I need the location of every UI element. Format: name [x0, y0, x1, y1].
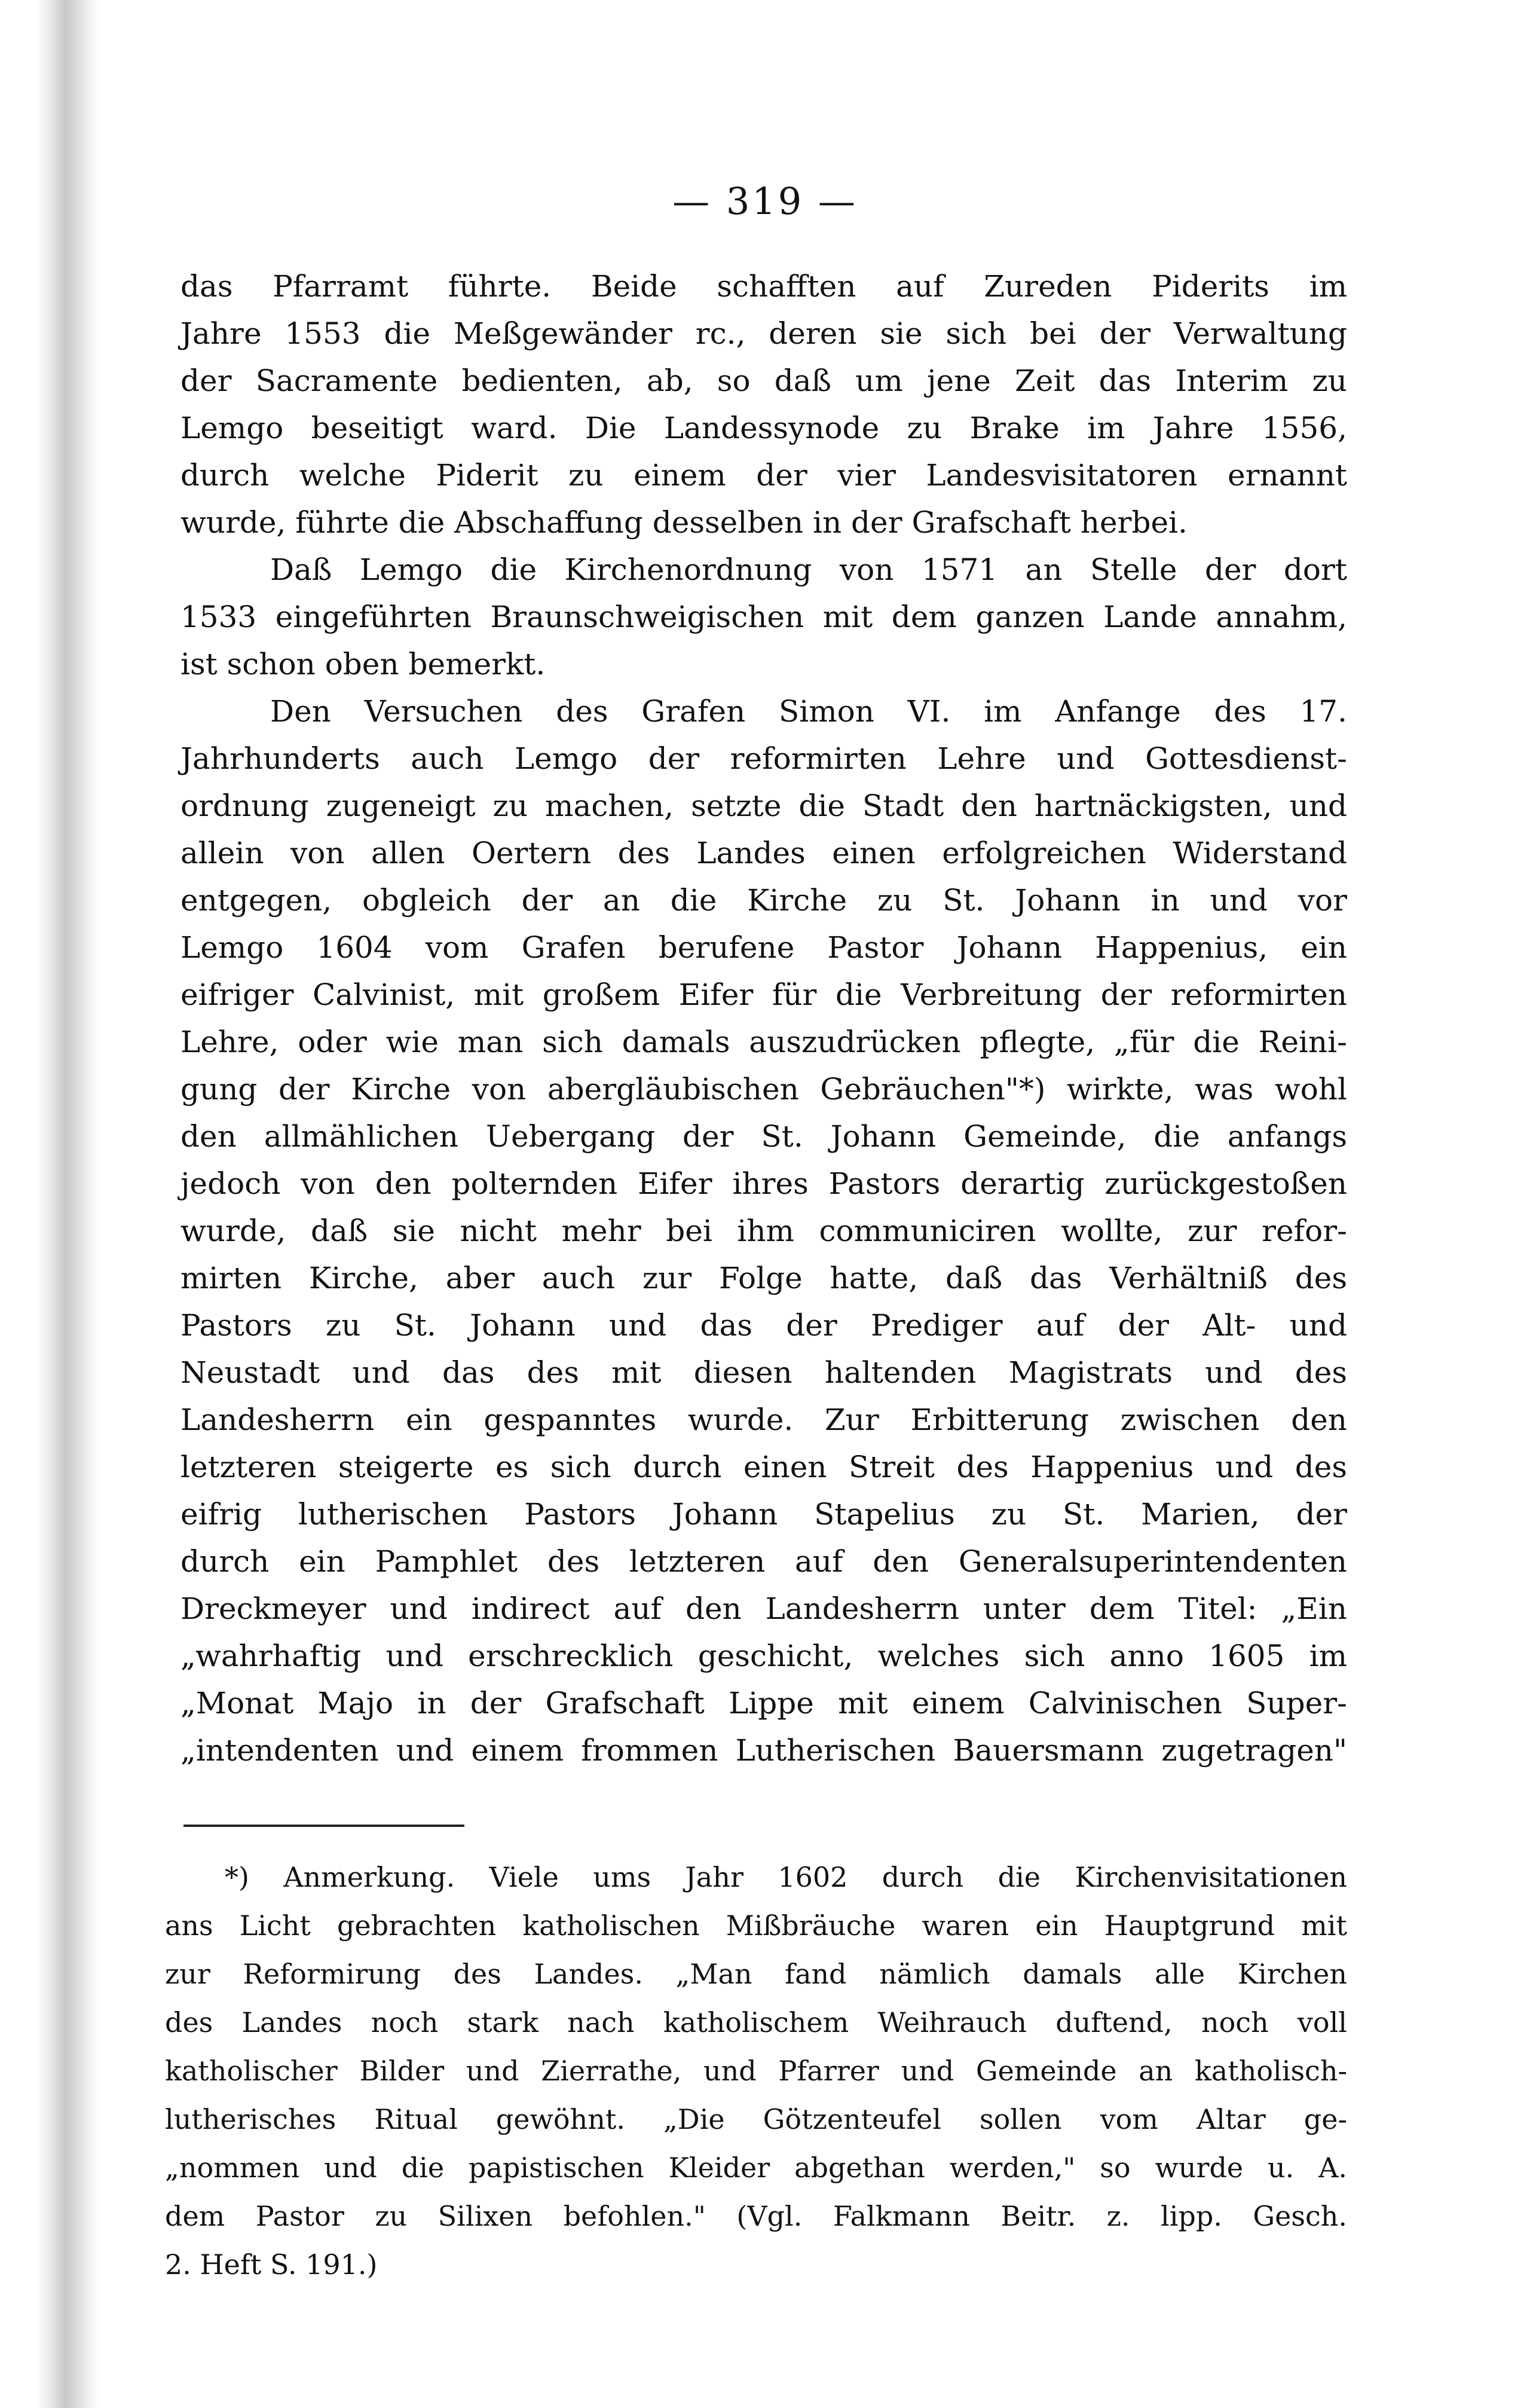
text-line: Dreckmeyer und indirect auf den Landesherrn unter dem Titel: „Ein — [180, 1591, 1347, 1626]
text-line: 1533 eingeführten Braunschweigischen mit dem ganzen Lande annahm, — [180, 600, 1347, 634]
footnote-line: „nommen und die papistischen Kleider abgethan werden," so wurde u. A. — [165, 2152, 1347, 2184]
footnote-line: katholischer Bilder und Zierrathe, und Pfarrer und Gemeinde an katholisch- — [165, 2055, 1347, 2087]
footnote-line: zur Reformirung des Landes. „Man fand nämlich damals alle Kirchen — [165, 1958, 1347, 1990]
body-text — [180, 263, 1347, 1774]
text-line: eifrig lutherischen Pastors Johann Stapelius zu St. Marien, der — [180, 1497, 1347, 1532]
text-line: „intendenten und einem frommen Lutherischen Bauersmann zugetragen" — [180, 1733, 1347, 1768]
text-line: ist schon oben bemerkt. — [180, 647, 546, 682]
text-line: Landesherrn ein gespanntes wurde. Zur Erbitterung zwischen den — [180, 1402, 1347, 1437]
text-line: eifriger Calvinist, mit großem Eifer für die Verbreitung der reformirten — [180, 977, 1347, 1012]
text-line: allein von allen Oertern des Landes einen erfolgreichen Widerstand — [180, 836, 1347, 870]
text-line: gung der Kirche von abergläubischen Gebräuchen"*) wirkte, was wohl — [180, 1072, 1347, 1107]
text-line: Neustadt und das des mit diesen haltenden Magistrats und des — [180, 1355, 1347, 1390]
text-line: den allmählichen Uebergang der St. Johann Gemeinde, die anfangs — [180, 1119, 1347, 1154]
text-line: letzteren steigerte es sich durch einen Streit des Happenius und des — [180, 1450, 1347, 1484]
text-line: Lemgo beseitigt ward. Die Landessynode zu Brake im Jahre 1556, — [180, 411, 1347, 445]
page-number: — 319 — — [672, 179, 858, 223]
footnote-line: dem Pastor zu Silixen befohlen." (Vgl. Falkmann Beitr. z. lipp. Gesch. — [165, 2200, 1347, 2232]
text-line: „wahrhaftig und erschrecklich geschicht, welches sich anno 1605 im — [180, 1639, 1347, 1673]
text-line: Den Versuchen des Grafen Simon VI. im Anfange des 17. — [270, 694, 1347, 729]
footnote-line: lutherisches Ritual gewöhnt. „Die Götzenteufel sollen vom Altar ge- — [165, 2103, 1347, 2135]
binding-shadow — [36, 0, 102, 2408]
text-line: mirten Kirche, aber auch zur Folge hatte, daß das Verhältniß des — [180, 1261, 1347, 1295]
text-line: durch ein Pamphlet des letzteren auf den Generalsuperintendenten — [180, 1544, 1347, 1579]
footnote — [165, 1853, 1347, 2289]
footnote-line: *) Anmerkung. Viele ums Jahr 1602 durch die Kirchenvisitationen — [225, 1861, 1347, 1893]
text-line: „Monat Majo in der Grafschaft Lippe mit einem Calvinischen Super- — [180, 1686, 1347, 1721]
text-line: der Sacramente bedienten, ab, so daß um jene Zeit das Interim zu — [180, 363, 1347, 398]
footnote-line: ans Licht gebrachten katholischen Mißbräuche waren ein Hauptgrund mit — [165, 1909, 1347, 1942]
text-line: Lemgo 1604 vom Grafen berufene Pastor Johann Happenius, ein — [180, 930, 1347, 965]
text-line: Pastors zu St. Johann und das der Prediger auf der Alt- und — [180, 1308, 1347, 1343]
text-line: durch welche Piderit zu einem der vier Landesvisitatoren ernannt — [180, 458, 1347, 493]
text-line: wurde, führte die Abschaffung desselben in der Grafschaft herbei. — [180, 505, 1188, 540]
footnote-line: 2. Heft S. 191.) — [165, 2248, 378, 2281]
text-line: Daß Lemgo die Kirchenordnung von 1571 an Stelle der dort — [270, 552, 1347, 587]
footnote-line: des Landes noch stark nach katholischem Weihrauch duftend, noch voll — [165, 2006, 1347, 2039]
text-line: Jahre 1553 die Meßgewänder rc., deren sie sich bei der Verwaltung — [180, 316, 1347, 351]
text-line: das Pfarramt führte. Beide schafften auf Zureden Piderits im — [180, 269, 1347, 304]
text-line: wurde, daß sie nicht mehr bei ihm communiciren wollte, zur refor- — [180, 1214, 1347, 1248]
text-line: entgegen, obgleich der an die Kirche zu St. Johann in und vor — [180, 883, 1347, 918]
text-line: ordnung zugeneigt zu machen, setzte die Stadt den hartnäckigsten, und — [180, 789, 1347, 823]
text-line: Lehre, oder wie man sich damals auszudrücken pflegte, „für die Reini- — [180, 1025, 1347, 1059]
text-line: jedoch von den polternden Eifer ihres Pastors derartig zurückgestoßen — [180, 1166, 1347, 1201]
text-line: Jahrhunderts auch Lemgo der reformirten Lehre und Gottesdienst- — [180, 741, 1347, 776]
footnote-separator — [183, 1825, 464, 1827]
